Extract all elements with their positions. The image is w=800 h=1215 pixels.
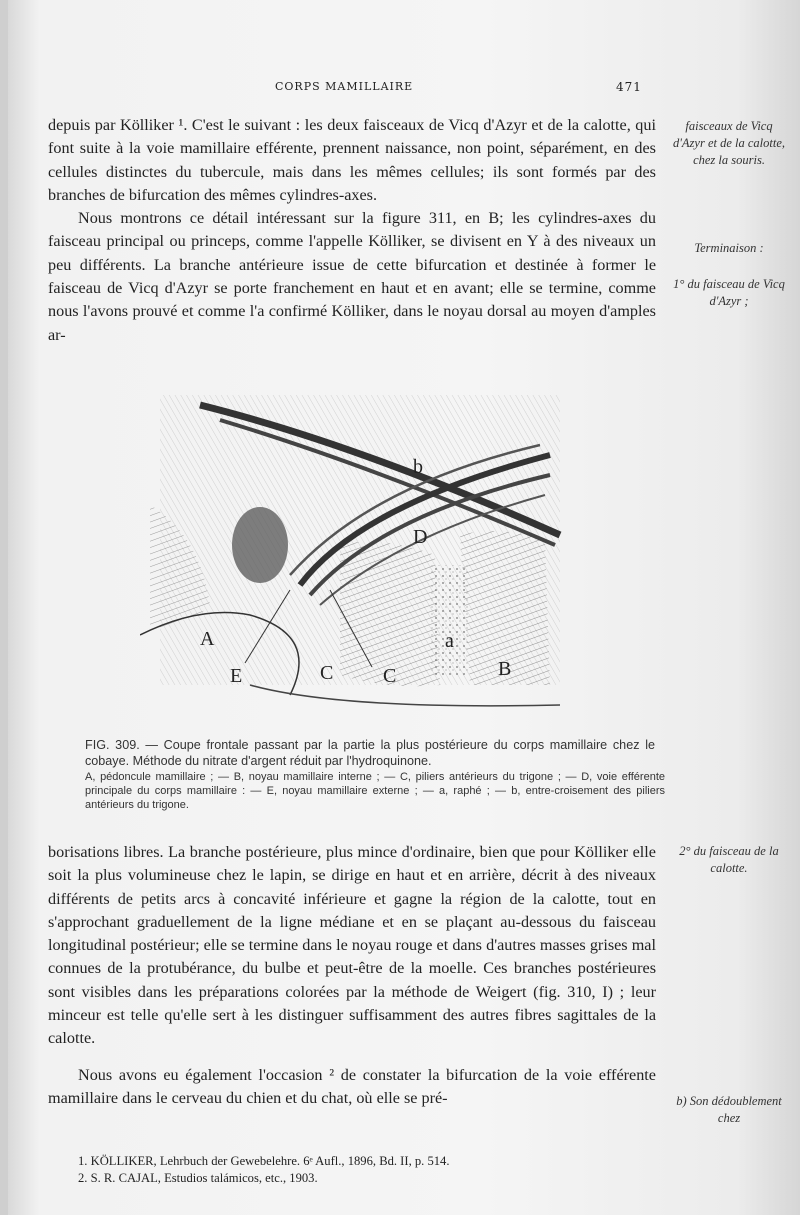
- label-c-left: C: [320, 662, 334, 684]
- figure-caption: FIG. 309. — Coupe frontale passant par la partie la plus postérieure du corps mamillaire chez le cobaye. Méthode du nitrate d'argent réduit par l'hydroquinone.: [85, 738, 655, 768]
- label-c-right: C: [383, 665, 397, 687]
- raphe-region: [430, 565, 470, 675]
- margin-note-calotte: 2° du faisceau de la calotte.: [679, 844, 779, 875]
- paragraph: depuis par Kölliker ¹. C'est le suivant : les deux faisceaux de Vicq d'Azyr et de la calotte, qui font suite à la voie mamillaire efférente, prennent naissance, non point, séparément, en des cellules distinctes du tubercule, mais dans les mêmes cellules; ils sont formés par des branches de bifurcation des mêmes cylindres-axes.: [48, 116, 656, 204]
- paragraph: borisations libres. La branche postérieure, plus mince d'ordinaire, bien que pour Kölliker elle soit la plus volumineuse chez le lapin, se dirige en haut et en arrière, décrit à des niveaux différents de petits arcs à concavité inférieure et gagne la région de la calotte, tout en s'approchant graduellement de la ligne médiane et en se plaçant au-dessous du faisceau longitudinal postérieur; elle se termine dans le noyau rouge et dans d'autres masses grises mal connues de la protubérance, du bulbe et peut-être de la moelle. Ces branches postérieures sont visibles dans les préparations colorées par la méthode de Weigert (fig. 310, I) ; leur minceur est telle qu'elle sert à les distinguer suffisamment des autres fibres sagittales de la calotte.: [48, 843, 656, 1048]
- paragraph: Nous avons eu également l'occasion ² de constater la bifurcation de la voie efférente mamillaire dans le cerveau du chien et du chat, où elle se pré-: [48, 1065, 656, 1107]
- label-b-upper: B: [498, 658, 512, 680]
- bottom-contour: [250, 685, 560, 706]
- body-text-bottom: [48, 841, 656, 1110]
- histology-drawing: [140, 385, 580, 720]
- figure-legend: A, pédoncule mamillaire ; — B, noyau mamillaire interne ; — C, piliers antérieurs du trigone ; — D, voie efférente principale du corps mamillaire : — E, noyau mamillaire externe ; — a, raphé ; — b, entre-croisement des piliers antérieurs du trigone.: [85, 771, 665, 811]
- body-text-top: [48, 114, 656, 347]
- footnotes: [78, 1153, 658, 1187]
- label-d: D: [413, 526, 428, 548]
- label-e: E: [230, 665, 243, 687]
- dark-cluster: [232, 507, 288, 583]
- footnote-2: 2. S. R. CAJAL, Estudios talámicos, etc., 1903.: [78, 1171, 318, 1185]
- margin-note-vicq: 1° du faisceau de Vicq d'Azyr ;: [673, 277, 785, 308]
- label-a-upper: A: [200, 628, 215, 650]
- figure-309: [140, 385, 580, 720]
- page-number: 471: [616, 80, 642, 94]
- paragraph: Nous montrons ce détail intéressant sur la figure 311, en B; les cylindres-axes du faisceau principal ou princeps, comme l'appelle Kölliker, se divisent en Y à des niveaux un peu différents. La branche antérieure issue de cette bifurcation et destinée à former le faisceau de Vicq d'Azyr se porte franchement en haut et en avant; elle se termine, comme nous l'avons prouvé et comme l'a confirmé Kölliker, dans le noyau dorsal au moyen d'amples ar-: [48, 209, 656, 344]
- running-title: CORPS MAMILLAIRE: [275, 80, 414, 93]
- footnote-1: 1. KÖLLIKER, Lehrbuch der Gewebelehre. 6ᵉ Aufl., 1896, Bd. II, p. 514.: [78, 1154, 450, 1168]
- page-header: [0, 80, 800, 98]
- margin-note-dedoublement: b) Son dédoublement chez: [676, 1094, 782, 1125]
- label-b: b: [413, 456, 423, 478]
- margin-note-faisceaux: faisceaux de Vicq d'Azyr et de la calotte, chez la souris.: [672, 119, 786, 167]
- label-a-lower: a: [445, 630, 454, 652]
- margin-note-terminaison: Terminaison :: [694, 241, 764, 255]
